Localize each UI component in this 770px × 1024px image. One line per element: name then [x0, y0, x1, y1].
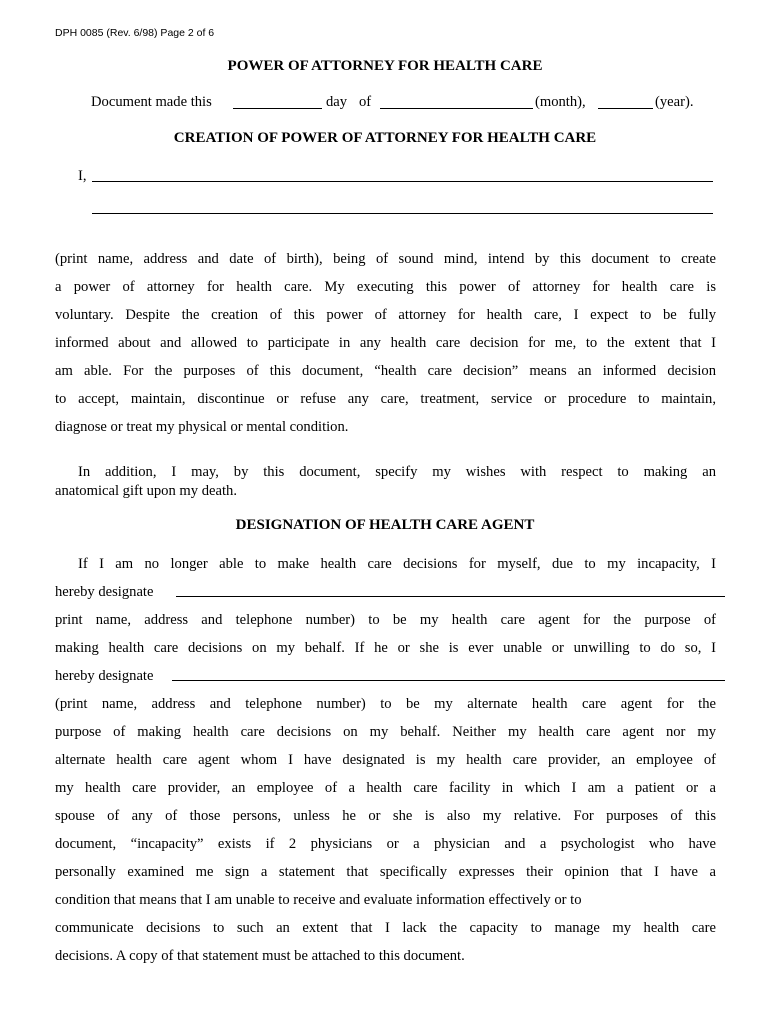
name-blank-1[interactable] [92, 181, 713, 182]
page-title: POWER OF ATTORNEY FOR HEALTH CARE [227, 58, 543, 74]
designate-label-2: hereby designate [55, 668, 154, 684]
made-month: (month), [535, 94, 586, 110]
designation-line: If I am no longer able to make health care decisions for myself, due to my incapacity, I [78, 556, 716, 572]
creation-paragraph [55, 245, 716, 441]
creation-line: (print name, address and date of birth), being of sound mind, intend by this document to create [55, 251, 716, 267]
anatomical-paragraph [55, 463, 716, 501]
anatomical-line: In addition, I may, by this document, specify my wishes with respect to making an [78, 464, 716, 480]
made-year: (year). [655, 94, 694, 110]
creation-line: a power of attorney for health care. My executing this power of attorney for health care is [55, 279, 716, 295]
designate-row-1 [55, 578, 716, 606]
designation-paragraph [55, 550, 716, 970]
designation-line: document, “incapacity” exists if 2 physicians or a physician and a psychologist who have [55, 836, 716, 852]
alternate-agent-blank[interactable] [172, 680, 725, 681]
creation-line: am able. For the purposes of this document, “health care decision” means an informed decision [55, 363, 716, 379]
designation-line: communicate decisions to such an extent that I lack the capacity to manage my health care [55, 920, 716, 936]
designation-line: condition that means that I am unable to receive and evaluate information effectively or to [55, 892, 582, 908]
creation-title: CREATION OF POWER OF ATTORNEY FOR HEALTH CARE [173, 130, 597, 146]
anatomical-line: anatomical gift upon my death. [55, 483, 237, 499]
name-blank-2[interactable] [92, 213, 713, 214]
designation-line: print name, address and telephone number) to be my health care agent for the purpose of [55, 612, 716, 628]
designation-line: my health care provider, an employee of a health care facility in which I am a patient or a [55, 780, 716, 796]
creation-line: voluntary. Despite the creation of this power of attorney for health care, I expect to be fully [55, 307, 716, 323]
designation-title: DESIGNATION OF HEALTH CARE AGENT [235, 517, 535, 533]
made-prefix: Document made this [91, 94, 212, 110]
made-day: day [326, 94, 348, 110]
designate-row-2 [55, 662, 716, 690]
i-label: I, [78, 168, 87, 184]
creation-line: informed about and allowed to participate in any health care decision for me, to the extent that I [55, 335, 716, 351]
agent-blank[interactable] [176, 596, 725, 597]
year-blank[interactable] [598, 108, 653, 109]
made-of: of [359, 94, 372, 110]
designation-line: decisions. A copy of that statement must be attached to this document. [55, 948, 465, 964]
designation-line: alternate health care agent whom I have designated is my health care provider, an employee of [55, 752, 716, 768]
designation-line: making health care decisions on my behalf. If he or she is ever unable or unwilling to do so, I [55, 640, 716, 656]
creation-line: diagnose or treat my physical or mental condition. [55, 419, 349, 435]
designate-label-1: hereby designate [55, 584, 154, 600]
designation-line: spouse of any of those persons, unless he or she is also my relative. For purposes of this [55, 808, 716, 824]
creation-line: to accept, maintain, discontinue or refuse any care, treatment, service or procedure to maintain, [55, 391, 716, 407]
designation-line: purpose of making health care decisions on my behalf. Neither my health care agent nor my [55, 724, 716, 740]
designation-line: personally examined me sign a statement that specifically expresses their opinion that I have a [55, 864, 716, 880]
designation-line: (print name, address and telephone number) to be my alternate health care agent for the [55, 696, 716, 712]
day-blank[interactable] [233, 108, 322, 109]
form-id: DPH 0085 (Rev. 6/98) Page 2 of 6 [55, 27, 215, 39]
month-blank[interactable] [380, 108, 533, 109]
